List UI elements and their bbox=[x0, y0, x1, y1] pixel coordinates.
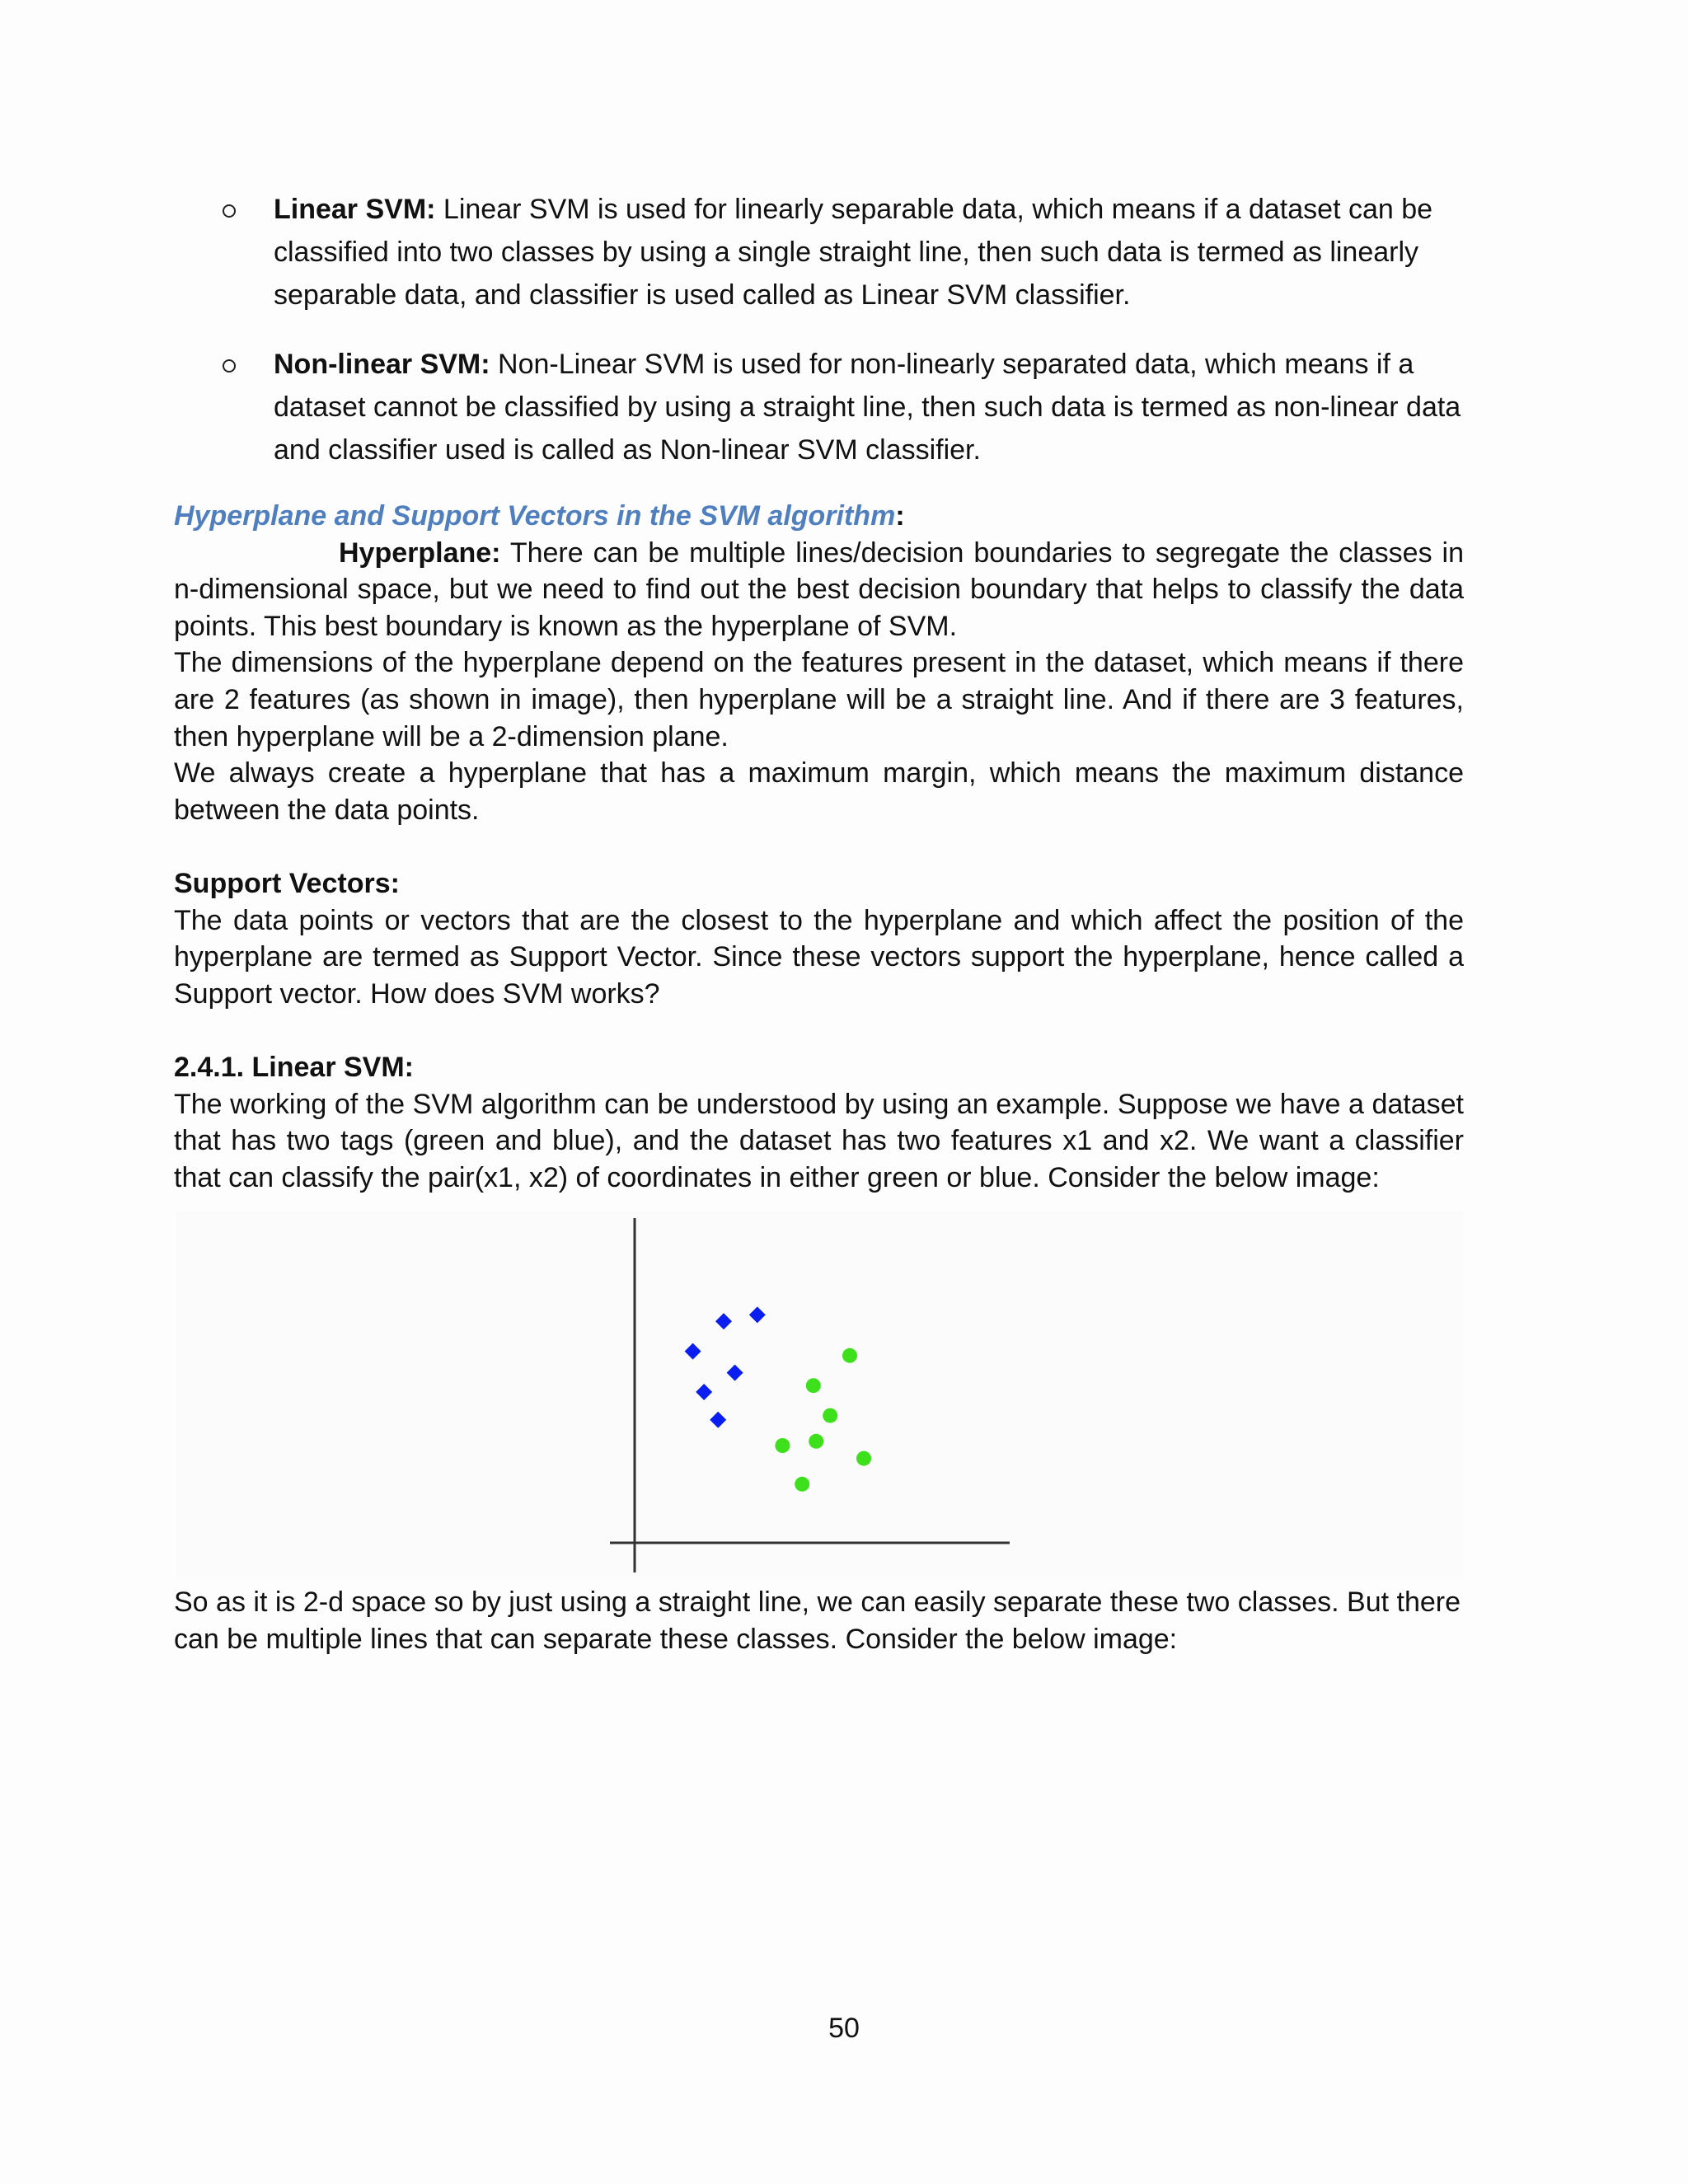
linear-svm-paragraph: The working of the SVM algorithm can be understood by using an example. Suppose we have a dataset that has two tags (green and blue), and the dataset has two features x1 and x2. We want a classifier that can classify the pair(x1, x2) of coordinates in either green or blue. Consider the below image: bbox=[174, 1088, 1464, 1193]
list-item bbox=[223, 188, 1475, 316]
green-point bbox=[775, 1438, 790, 1453]
bullet-circle-icon bbox=[223, 359, 236, 373]
main-text bbox=[174, 498, 1464, 1196]
bullet-text: Linear SVM is used for linearly separable data, which means if a dataset can be classified into two classes by using a single straight line, then such data is termed as linearly separable data, and classifier is used called as Linear SVM classifier. bbox=[274, 194, 1433, 311]
scatter-figure bbox=[177, 1212, 1463, 1578]
scatter-plot bbox=[177, 1212, 1463, 1578]
support-vectors-paragraph: The data points or vectors that are the closest to the hyperplane and which affect the position of the hyperplane are termed as Support Vector. Since these vectors support the hyperplane, hence called a Support vector. How does SVM works? bbox=[174, 904, 1464, 1010]
support-vectors-heading: Support Vectors: bbox=[174, 867, 400, 899]
linear-svm-heading: 2.4.1. Linear SVM: bbox=[174, 1051, 414, 1083]
dimensions-paragraph: The dimensions of the hyperplane depend on the features present in the dataset, which means if there are 2 features (as shown in image), then hyperplane will be a straight line. And if there are 3 features, then hyperplane will be a 2-dimension plane. bbox=[174, 647, 1464, 752]
green-point bbox=[823, 1408, 837, 1423]
page-number: 50 bbox=[828, 2013, 860, 2044]
bullet-text: Non-Linear SVM is used for non-linearly separated data, which means if a dataset cannot be classified by using a straight line, then such data is termed as non-linear data and classifier used is called as Non-linear SVM classifier. bbox=[274, 349, 1461, 466]
bullet-circle-icon bbox=[223, 204, 236, 218]
green-point bbox=[795, 1477, 809, 1492]
green-point bbox=[856, 1451, 871, 1466]
margin-paragraph: We always create a hyperplane that has a maximum margin, which means the maximum distance between the data points. bbox=[174, 757, 1464, 826]
section-heading: Hyperplane and Support Vectors in the SVM algorithm: bbox=[174, 500, 905, 532]
bullet-term: Linear SVM: bbox=[274, 194, 436, 225]
bullet-term: Non-linear SVM: bbox=[274, 349, 490, 380]
svm-types-list bbox=[223, 188, 1475, 498]
green-point bbox=[842, 1348, 857, 1363]
hyperplane-paragraph: Hyperplane: There can be multiple lines/decision boundaries to segregate the classes in n-dimensional space, but we need to find out the best decision boundary that helps to classify the data points. This best boundary is known as the hyperplane of SVM. bbox=[174, 537, 1464, 642]
green-point bbox=[806, 1378, 821, 1393]
list-item bbox=[223, 343, 1475, 471]
after-figure-text: So as it is 2-d space so by just using a straight line, we can easily separate these two classes. But there can be multiple lines that can separate these classes. Consider the below image: bbox=[174, 1586, 1461, 1655]
green-point bbox=[809, 1434, 823, 1449]
